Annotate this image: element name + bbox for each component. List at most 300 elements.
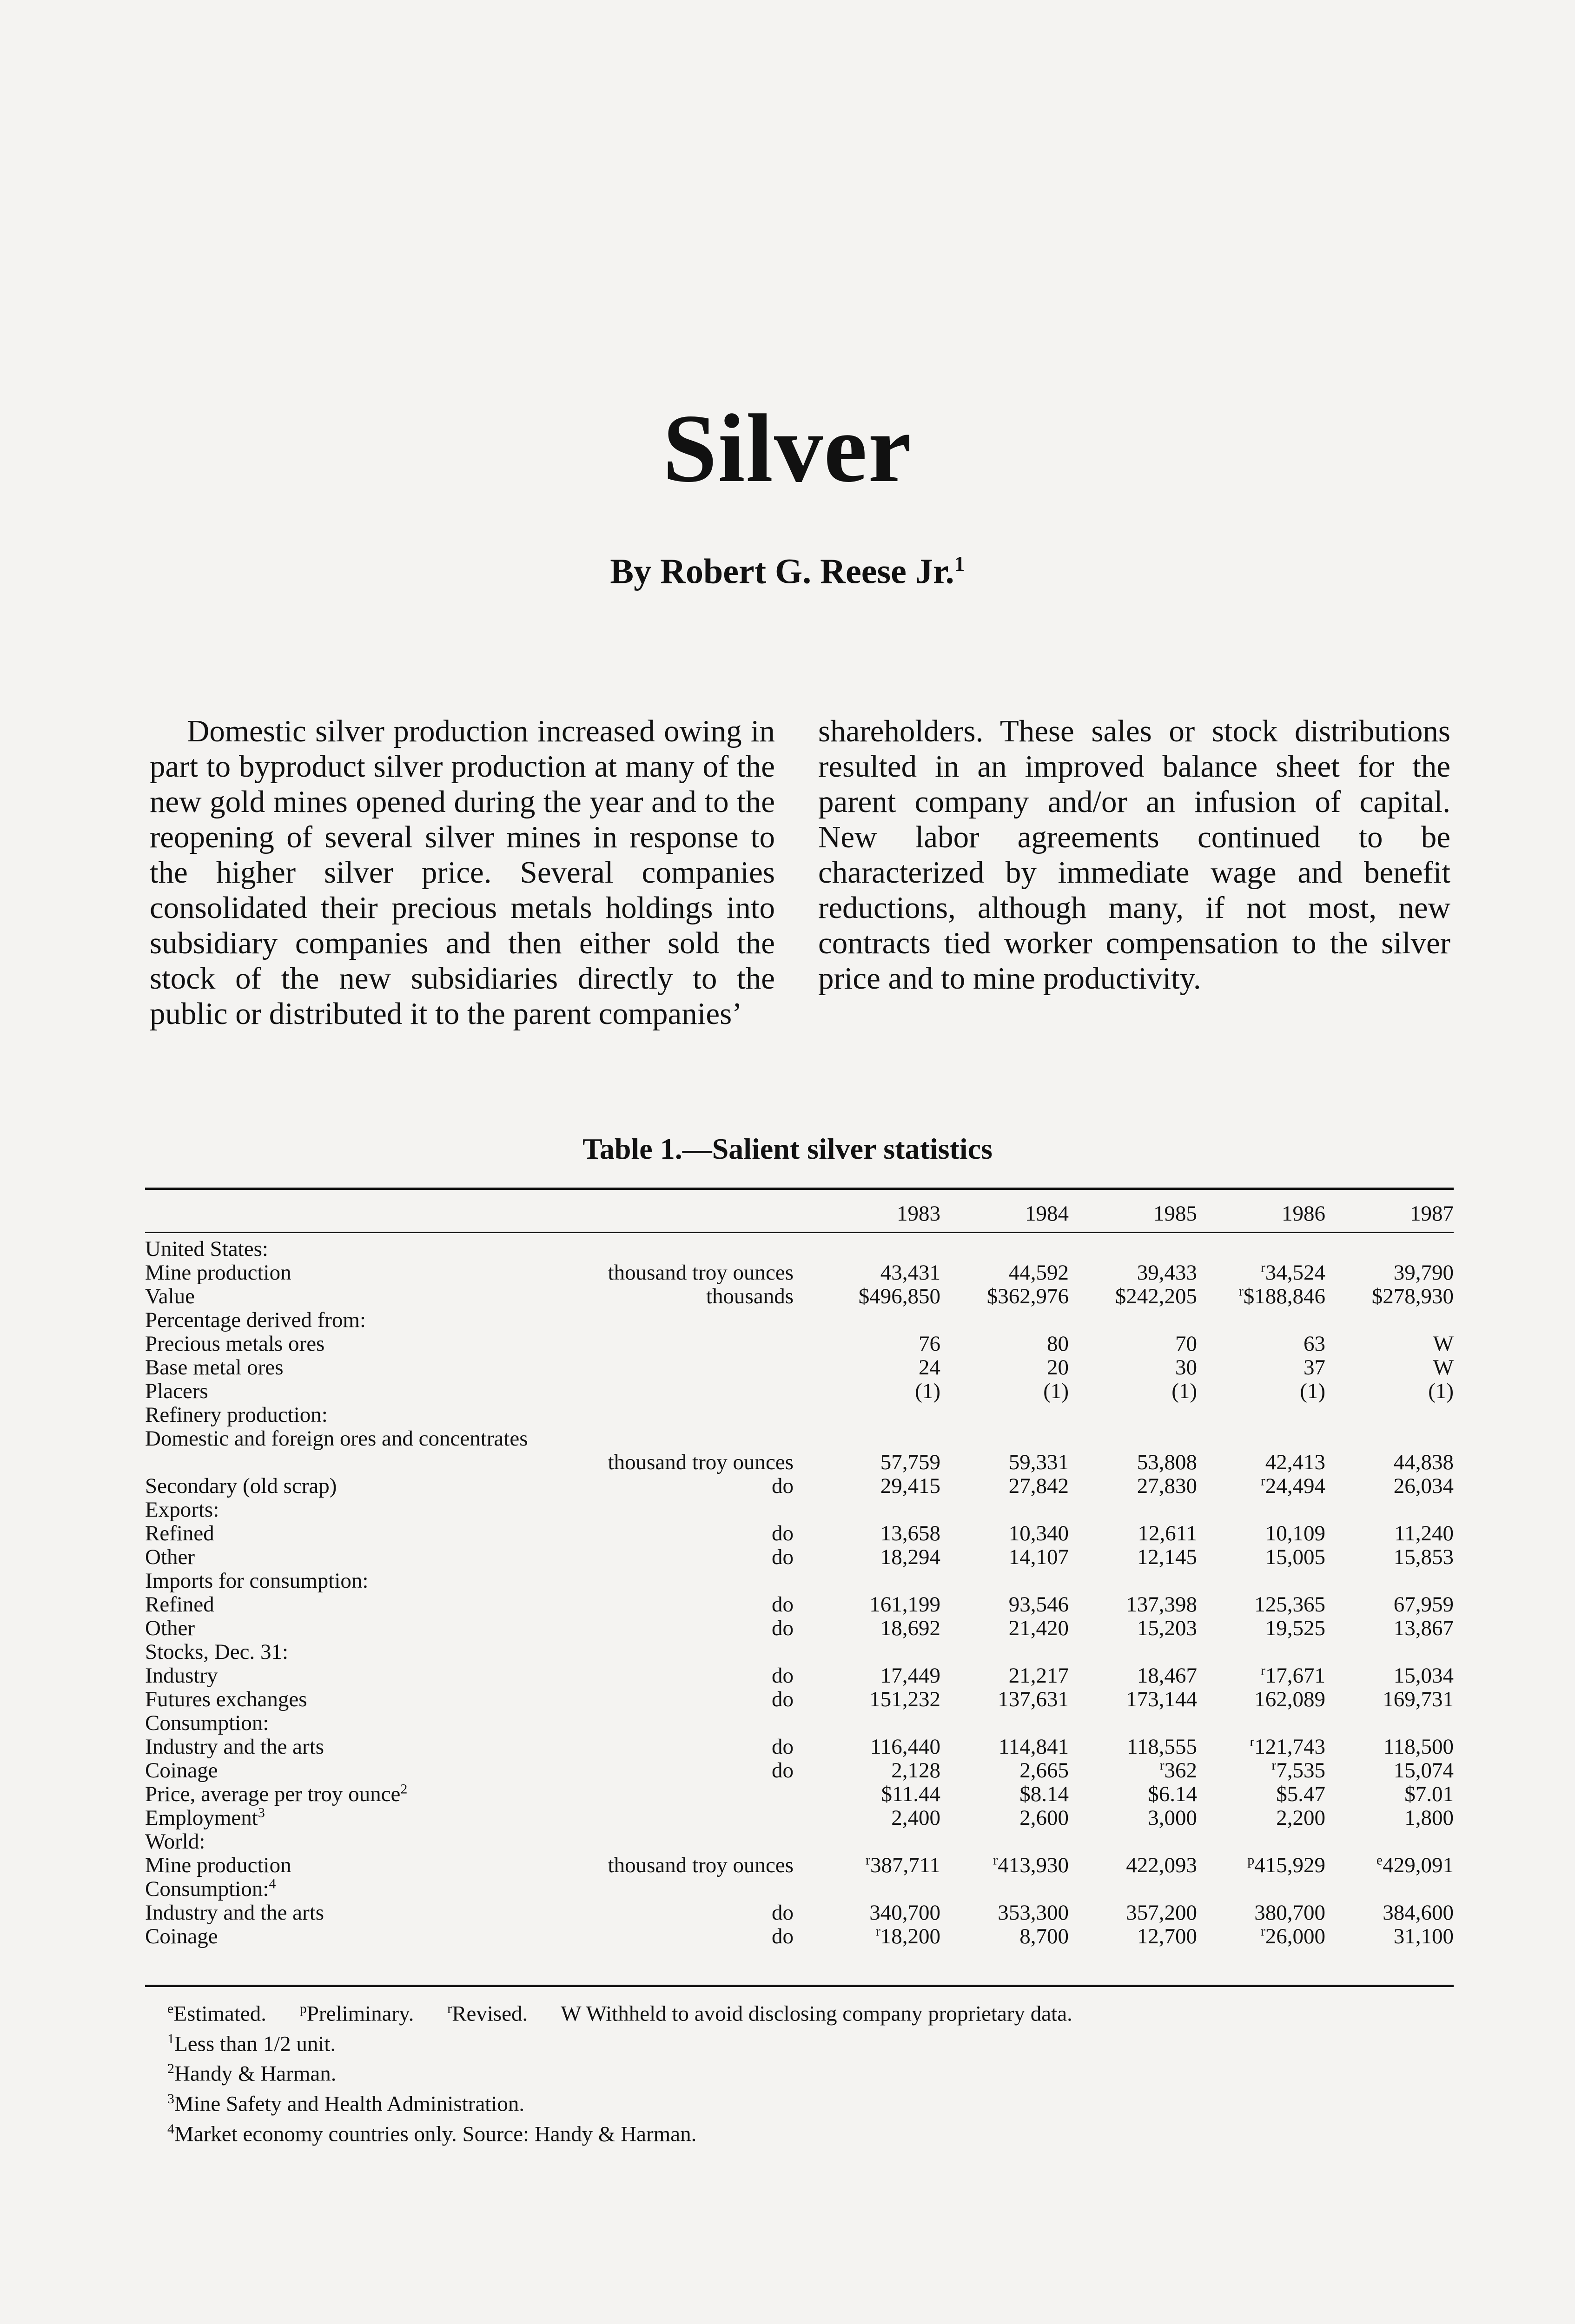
- value-cell: [1197, 1308, 1325, 1332]
- value-text: 2,400: [891, 1806, 940, 1830]
- legend-text: Estimated.: [173, 2001, 267, 2026]
- value-cell: [1325, 1545, 1454, 1569]
- table-bottom-rule: [145, 1985, 1454, 1987]
- value-cell: [1325, 1877, 1454, 1901]
- value-cell: [1069, 1498, 1197, 1522]
- value-cell: [812, 1925, 940, 1948]
- value-text: 43,431: [880, 1261, 940, 1285]
- value-cell: [1325, 1688, 1454, 1711]
- value-text: $7.01: [1404, 1782, 1454, 1806]
- salient-statistics-table: [145, 1199, 1454, 1948]
- legend-text: Revised.: [452, 2001, 528, 2026]
- value-cell: [940, 1901, 1069, 1925]
- row-label-cell: [145, 1285, 812, 1308]
- value-cell: [940, 1854, 1069, 1877]
- value-cell: [940, 1688, 1069, 1711]
- value-cell: [1197, 1474, 1325, 1498]
- year-header: 1983: [897, 1201, 940, 1226]
- value-text: 27,842: [1008, 1474, 1069, 1498]
- value-cell: [812, 1735, 940, 1759]
- row-unit: do: [772, 1545, 794, 1569]
- value-text: 93,546: [1008, 1592, 1069, 1617]
- value-cell: [1197, 1498, 1325, 1522]
- value-cell: [1069, 1237, 1197, 1261]
- value-text: 13,867: [1393, 1616, 1454, 1640]
- value-text: 15,203: [1137, 1616, 1197, 1640]
- value-text: 12,611: [1138, 1521, 1197, 1545]
- value-cell: [940, 1735, 1069, 1759]
- body-column-left: Domestic silver production increased owing in part to byproduct silver production at many of the new gold mines opened during the year and to the reopening of several silver mines in response to the higher silver price. Several companies consolidated their precious metals holdings into subsidiary companies and then either sold the stock of the new subsidiaries directly to the public or distributed it to the parent companies’: [150, 714, 775, 1031]
- value-text: 17,671: [1265, 1664, 1325, 1688]
- row-label-cell: [145, 1237, 812, 1261]
- row-label-cell: [145, 1617, 812, 1640]
- value-cell: [940, 1356, 1069, 1380]
- table-row: [145, 1474, 1454, 1498]
- value-text: 24,494: [1265, 1474, 1325, 1498]
- value-cell: [1197, 1380, 1325, 1403]
- value-cell: [1197, 1901, 1325, 1925]
- table-row: [145, 1830, 1454, 1854]
- value-text: 11,240: [1394, 1521, 1454, 1545]
- value-cell: [1197, 1403, 1325, 1427]
- table-footnotes: [167, 1996, 1423, 2146]
- table-row: [145, 1427, 1454, 1451]
- value-text: 118,555: [1126, 1735, 1197, 1759]
- row-label-cell: [145, 1759, 812, 1783]
- value-cell: [1197, 1332, 1325, 1356]
- value-cell: [1197, 1830, 1325, 1854]
- row-label-cell: [145, 1545, 812, 1569]
- value-cell: [1069, 1735, 1197, 1759]
- value-cell: [1325, 1640, 1454, 1664]
- value-cell: [1069, 1522, 1197, 1545]
- value-cell: [812, 1427, 940, 1451]
- value-cell: [1069, 1640, 1197, 1664]
- value-cell: [1325, 1664, 1454, 1688]
- value-text: 18,294: [880, 1545, 940, 1569]
- value-cell: [1325, 1593, 1454, 1617]
- value-cell: [1197, 1735, 1325, 1759]
- table-row: [145, 1759, 1454, 1783]
- value-cell: [940, 1308, 1069, 1332]
- value-text: 67,959: [1393, 1592, 1454, 1617]
- value-cell: [940, 1925, 1069, 1948]
- value-text: W: [1433, 1355, 1454, 1380]
- value-cell: [1325, 1380, 1454, 1403]
- row-label-cell: [145, 1261, 812, 1285]
- value-text: 161,199: [869, 1592, 940, 1617]
- table-row: [145, 1925, 1454, 1948]
- value-cell: [812, 1593, 940, 1617]
- value-text: 429,091: [1383, 1853, 1454, 1877]
- row-label-cell: [145, 1451, 812, 1474]
- value-cell: [1325, 1451, 1454, 1474]
- value-text: 10,109: [1265, 1521, 1325, 1545]
- row-label-cell: [145, 1735, 812, 1759]
- value-cell: [1069, 1664, 1197, 1688]
- value-text: W: [1433, 1332, 1454, 1356]
- value-cell: [940, 1545, 1069, 1569]
- table-row: [145, 1735, 1454, 1759]
- value-text: 362: [1164, 1758, 1197, 1783]
- value-text: 17,449: [880, 1664, 940, 1688]
- footnote: [167, 2117, 1423, 2147]
- value-cell: [1197, 1925, 1325, 1948]
- value-cell: [1069, 1806, 1197, 1830]
- value-cell: [1197, 1688, 1325, 1711]
- value-cell: [812, 1451, 940, 1474]
- value-cell: [1325, 1735, 1454, 1759]
- row-label: Secondary (old scrap): [145, 1474, 337, 1498]
- value-text: 15,853: [1393, 1545, 1454, 1569]
- value-text: $496,850: [858, 1284, 940, 1308]
- value-cell: [1197, 1237, 1325, 1261]
- footnote-legend: [167, 1996, 1423, 2027]
- value-cell: [1197, 1545, 1325, 1569]
- value-text: 63: [1304, 1332, 1325, 1356]
- value-text: $188,846: [1243, 1284, 1325, 1308]
- value-text: 162,089: [1254, 1687, 1325, 1711]
- value-text: 387,711: [870, 1853, 940, 1877]
- value-text: $278,930: [1371, 1284, 1454, 1308]
- value-text: 384,600: [1383, 1901, 1454, 1925]
- table-row: [145, 1806, 1454, 1830]
- value-text: 44,592: [1008, 1261, 1069, 1285]
- table-row: [145, 1854, 1454, 1877]
- value-cell: [1069, 1617, 1197, 1640]
- value-text: (1): [915, 1379, 940, 1403]
- value-text: $242,205: [1115, 1284, 1197, 1308]
- value-text: 380,700: [1254, 1901, 1325, 1925]
- footnote-mark: 3: [167, 2091, 174, 2106]
- value-cell: [812, 1356, 940, 1380]
- value-text: 24: [919, 1355, 940, 1380]
- row-label: Domestic and foreign ores and concentrates: [145, 1426, 528, 1451]
- value-cell: [940, 1617, 1069, 1640]
- row-label-cell: [145, 1901, 812, 1925]
- value-text: 15,034: [1393, 1664, 1454, 1688]
- value-cell: [1069, 1783, 1197, 1806]
- value-text: 15,074: [1393, 1758, 1454, 1783]
- value-text: 2,128: [891, 1758, 940, 1783]
- table-body: [145, 1237, 1454, 1948]
- value-cell: [1197, 1783, 1325, 1806]
- value-cell: [1069, 1261, 1197, 1285]
- table-row: [145, 1711, 1454, 1735]
- legend-text: Preliminary.: [306, 2001, 414, 2026]
- value-cell: [812, 1545, 940, 1569]
- value-cell: [812, 1711, 940, 1735]
- row-unit: thousand troy ounces: [608, 1261, 794, 1285]
- row-label-cell: [145, 1427, 812, 1451]
- value-cell: [1325, 1403, 1454, 1427]
- footnote: [167, 2027, 1423, 2057]
- value-cell: [812, 1403, 940, 1427]
- table-row: [145, 1593, 1454, 1617]
- row-label-cell: [145, 1308, 812, 1332]
- row-footnote-mark: 2: [400, 1781, 408, 1797]
- row-label-cell: [145, 1593, 812, 1617]
- row-label: United States:: [145, 1237, 268, 1261]
- table-row: [145, 1237, 1454, 1261]
- row-label-cell: [145, 1380, 812, 1403]
- value-text: 8,700: [1019, 1924, 1069, 1948]
- value-cell: [940, 1569, 1069, 1593]
- legend-mark: r: [447, 2001, 452, 2016]
- value-cell: [1325, 1285, 1454, 1308]
- row-label-cell: [145, 1711, 812, 1735]
- value-cell: [1325, 1498, 1454, 1522]
- value-text: 413,930: [998, 1853, 1069, 1877]
- value-cell: [1325, 1522, 1454, 1545]
- value-cell: [1325, 1854, 1454, 1877]
- value-cell: [940, 1640, 1069, 1664]
- value-text: 53,808: [1137, 1450, 1197, 1474]
- table-row: [145, 1901, 1454, 1925]
- row-label: Industry and the arts: [145, 1901, 324, 1925]
- row-label-cell: [145, 1522, 812, 1545]
- value-cell: [1325, 1332, 1454, 1356]
- row-label-cell: [145, 1403, 812, 1427]
- value-text: $362,976: [986, 1284, 1069, 1308]
- page-title: Silver: [662, 395, 913, 502]
- row-label: Futures exchanges: [145, 1687, 307, 1711]
- value-text: 2,200: [1276, 1806, 1325, 1830]
- value-cell: [1069, 1332, 1197, 1356]
- value-text: 15,005: [1265, 1545, 1325, 1569]
- value-cell: [1197, 1640, 1325, 1664]
- value-cell: [940, 1285, 1069, 1308]
- table-row: [145, 1285, 1454, 1308]
- row-unit: do: [772, 1664, 794, 1688]
- value-text: 37: [1304, 1355, 1325, 1380]
- row-unit: thousand troy ounces: [608, 1853, 794, 1877]
- row-label-cell: [145, 1356, 812, 1380]
- value-text: 39,790: [1393, 1261, 1454, 1285]
- value-text: (1): [1428, 1379, 1454, 1403]
- row-unit: do: [772, 1758, 794, 1783]
- value-cell: [940, 1403, 1069, 1427]
- value-cell: [940, 1830, 1069, 1854]
- row-label-cell: [145, 1806, 812, 1830]
- value-cell: [812, 1830, 940, 1854]
- value-cell: [1069, 1545, 1197, 1569]
- value-text: 1,800: [1404, 1806, 1454, 1830]
- value-cell: [1197, 1854, 1325, 1877]
- value-text: (1): [1171, 1379, 1197, 1403]
- footnote-mark: 2: [167, 2061, 174, 2077]
- value-cell: [812, 1380, 940, 1403]
- row-label: Other: [145, 1545, 195, 1569]
- value-cell: [1197, 1617, 1325, 1640]
- value-text: 12,145: [1137, 1545, 1197, 1569]
- value-cell: [1197, 1427, 1325, 1451]
- row-unit: do: [772, 1616, 794, 1640]
- table-row: [145, 1545, 1454, 1569]
- value-text: 42,413: [1265, 1450, 1325, 1474]
- row-label: Exports:: [145, 1498, 219, 1522]
- value-text: (1): [1300, 1379, 1325, 1403]
- row-unit: thousand troy ounces: [608, 1450, 794, 1474]
- value-text: 2,600: [1019, 1806, 1069, 1830]
- value-text: 39,433: [1137, 1261, 1197, 1285]
- value-text: 2,665: [1019, 1758, 1069, 1783]
- value-text: 80: [1047, 1332, 1069, 1356]
- row-label-cell: [145, 1569, 812, 1593]
- value-cell: [1325, 1237, 1454, 1261]
- value-mark: r: [1250, 1734, 1255, 1750]
- value-cell: [1325, 1759, 1454, 1783]
- value-cell: [1069, 1285, 1197, 1308]
- row-label-cell: [145, 1498, 812, 1522]
- value-text: 12,700: [1137, 1924, 1197, 1948]
- row-unit: thousands: [706, 1284, 794, 1308]
- value-text: 70: [1175, 1332, 1197, 1356]
- value-cell: [1069, 1451, 1197, 1474]
- value-cell: [1197, 1593, 1325, 1617]
- table-row: [145, 1308, 1454, 1332]
- value-cell: [812, 1569, 940, 1593]
- value-cell: [812, 1688, 940, 1711]
- row-label-cell: [145, 1688, 812, 1711]
- row-unit: do: [772, 1592, 794, 1617]
- footnote: [167, 2056, 1423, 2086]
- row-label: Refined: [145, 1521, 214, 1545]
- value-text: 21,217: [1008, 1664, 1069, 1688]
- row-label: Imports for consumption:: [145, 1569, 369, 1593]
- value-cell: [940, 1237, 1069, 1261]
- value-cell: [1197, 1522, 1325, 1545]
- footnote-mark: 4: [167, 2121, 174, 2137]
- table-row: [145, 1877, 1454, 1901]
- author-footnote-mark: 1: [954, 552, 965, 575]
- value-cell: [1197, 1356, 1325, 1380]
- value-cell: [1197, 1711, 1325, 1735]
- row-footnote-mark: 3: [258, 1805, 265, 1821]
- value-cell: [1069, 1711, 1197, 1735]
- row-label: Industry and the arts: [145, 1735, 324, 1759]
- value-cell: [940, 1593, 1069, 1617]
- value-cell: [1069, 1403, 1197, 1427]
- footnote: [167, 2086, 1423, 2117]
- table-row: [145, 1356, 1454, 1380]
- value-text: 116,440: [870, 1735, 940, 1759]
- row-label: Mine production: [145, 1853, 291, 1877]
- year-header: 1987: [1410, 1201, 1454, 1226]
- row-label-cell: [145, 1877, 812, 1901]
- value-cell: [812, 1664, 940, 1688]
- value-cell: [812, 1237, 940, 1261]
- row-label: Coinage: [145, 1924, 218, 1948]
- value-text: 169,731: [1383, 1687, 1454, 1711]
- value-cell: [940, 1380, 1069, 1403]
- row-label: Mine production: [145, 1261, 291, 1285]
- value-cell: [940, 1806, 1069, 1830]
- row-label-cell: [145, 1830, 812, 1854]
- row-label: Precious metals ores: [145, 1332, 325, 1356]
- value-text: 27,830: [1137, 1474, 1197, 1498]
- value-cell: [1069, 1474, 1197, 1498]
- row-label: Industry: [145, 1664, 218, 1688]
- author-line: [0, 553, 1575, 589]
- value-cell: [940, 1522, 1069, 1545]
- value-cell: [1197, 1806, 1325, 1830]
- row-label-cell: [145, 1474, 812, 1498]
- legend-mark: p: [299, 2001, 307, 2016]
- value-text: 18,467: [1137, 1664, 1197, 1688]
- value-cell: [812, 1759, 940, 1783]
- value-text: 21,420: [1008, 1616, 1069, 1640]
- value-cell: [1069, 1901, 1197, 1925]
- row-label: Percentage derived from:: [145, 1308, 366, 1332]
- value-text: 137,631: [998, 1687, 1069, 1711]
- row-label-cell: [145, 1783, 812, 1806]
- header-blank: [145, 1199, 812, 1228]
- row-label: Consumption:: [145, 1711, 269, 1735]
- value-text: 137,398: [1126, 1592, 1197, 1617]
- value-mark: r: [1260, 1260, 1265, 1275]
- value-cell: [940, 1759, 1069, 1783]
- value-cell: [812, 1285, 940, 1308]
- value-cell: [1325, 1925, 1454, 1948]
- value-cell: [1069, 1308, 1197, 1332]
- value-cell: [1325, 1474, 1454, 1498]
- value-text: 422,093: [1126, 1853, 1197, 1877]
- row-label-cell: [145, 1854, 812, 1877]
- value-text: 31,100: [1393, 1924, 1454, 1948]
- table-top-rule: [145, 1188, 1454, 1190]
- value-text: 59,331: [1008, 1450, 1069, 1474]
- value-text: 44,838: [1393, 1450, 1454, 1474]
- value-mark: r: [865, 1852, 870, 1868]
- value-text: 125,365: [1254, 1592, 1325, 1617]
- table-row: [145, 1617, 1454, 1640]
- value-text: 121,743: [1254, 1735, 1325, 1759]
- row-label-cell: [145, 1332, 812, 1356]
- value-text: 30: [1175, 1355, 1197, 1380]
- value-cell: [940, 1427, 1069, 1451]
- value-text: $6.14: [1148, 1782, 1197, 1806]
- value-cell: [1197, 1285, 1325, 1308]
- table-row: [145, 1664, 1454, 1688]
- value-cell: [940, 1664, 1069, 1688]
- row-unit: do: [772, 1735, 794, 1759]
- value-cell: [1069, 1854, 1197, 1877]
- row-label-cell: [145, 1925, 812, 1948]
- value-cell: [1325, 1356, 1454, 1380]
- footnote-text: Less than 1/2 unit.: [174, 2032, 336, 2056]
- value-cell: [812, 1640, 940, 1664]
- value-text: 357,200: [1126, 1901, 1197, 1925]
- row-label-cell: [145, 1640, 812, 1664]
- value-cell: [1197, 1451, 1325, 1474]
- row-label: Base metal ores: [145, 1355, 284, 1380]
- value-text: $11.44: [881, 1782, 940, 1806]
- value-text: 26,034: [1393, 1474, 1454, 1498]
- value-cell: [1069, 1688, 1197, 1711]
- value-cell: [812, 1617, 940, 1640]
- value-text: 26,000: [1265, 1924, 1325, 1948]
- value-text: 76: [919, 1332, 940, 1356]
- value-mark: e: [1376, 1852, 1383, 1868]
- value-cell: [1325, 1806, 1454, 1830]
- value-text: 10,340: [1008, 1521, 1069, 1545]
- value-text: 14,107: [1008, 1545, 1069, 1569]
- footnote-mark: 1: [167, 2031, 174, 2047]
- row-label: Refinery production:: [145, 1403, 328, 1427]
- row-unit: do: [772, 1474, 794, 1498]
- value-cell: [940, 1261, 1069, 1285]
